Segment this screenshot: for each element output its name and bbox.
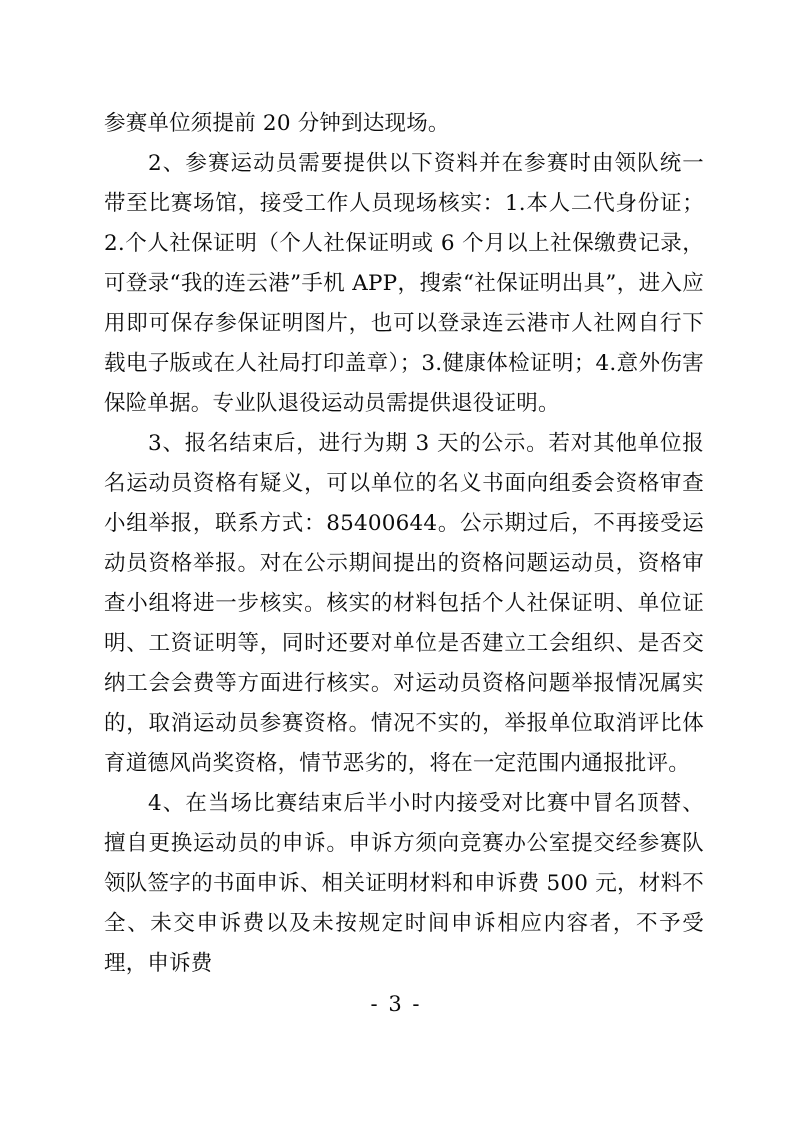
paragraph-item-4: 4、在当场比赛结束后半小时内接受对比赛中冒名顶替、擅自更换运动员的申诉。申诉方须向竞赛办公室提交经参赛队领队签字的书面申诉、相关证明材料和申诉费 500 元，材料不全、未交申诉费以及未按规定时间申诉相应内容者，不予受理，申诉费 bbox=[104, 791, 704, 976]
paragraph-continuation: 参赛单位须提前 20 分钟到达现场。 bbox=[104, 111, 450, 136]
paragraph-item-3: 3、报名结束后，进行为期 3 天的公示。若对其他单位报名运动员资格有疑义，可以单位的名义书面向组委会资格审查小组举报，联系方式：85400644。公示期过后，不再接受运动员资格举报。对在公示期间提出的资格问题运动员，资格审查小组将进一步核实。核实的材料包括个人社保证明、单位证明、工资证明等，同时还要对单位是否建立工会组织、是否交纳工会会费等方面进行核实。对运动员资格问题举报情况属实的，取消运动员参赛资格。情况不实的，举报单位取消评比体育道德风尚奖资格，情节恶劣的，将在一定范围内通报批评。 bbox=[104, 431, 704, 776]
page-number: - 3 - bbox=[370, 992, 422, 1016]
document-body bbox=[104, 104, 704, 984]
paragraph-item-2: 2、参赛运动员需要提供以下资料并在参赛时由领队统一带至比赛场馆，接受工作人员现场核实：1.本人二代身份证；2.个人社保证明（个人社保证明或 6 个月以上社保缴费记录，可登录“我的连云港”手机 APP，搜索“社保证明出具”，进入应用即可保存参保证明图片，也可以登录连云港市人社网自行下载电子版或在人社局打印盖章）；3.健康体检证明；4.意外伤害保险单据。专业队退役运动员需提供退役证明。 bbox=[104, 151, 704, 416]
